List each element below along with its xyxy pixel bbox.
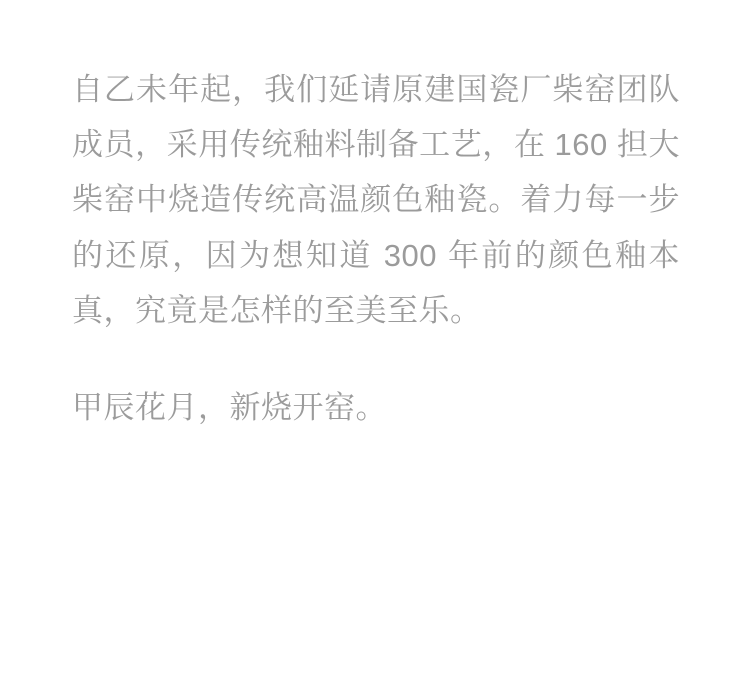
article-body bbox=[72, 62, 680, 435]
paragraph-1: 自乙未年起，我们延请原建国瓷厂柴窑团队成员，采用传统釉料制备工艺，在 160 担大柴窑中烧造传统高温颜色釉瓷。着力每一步的还原，因为想知道 300 年前的颜色釉本真，究竟是怎样的至美至乐。 bbox=[72, 72, 680, 328]
paragraph-2: 甲辰花月，新烧开窑。 bbox=[72, 389, 387, 425]
